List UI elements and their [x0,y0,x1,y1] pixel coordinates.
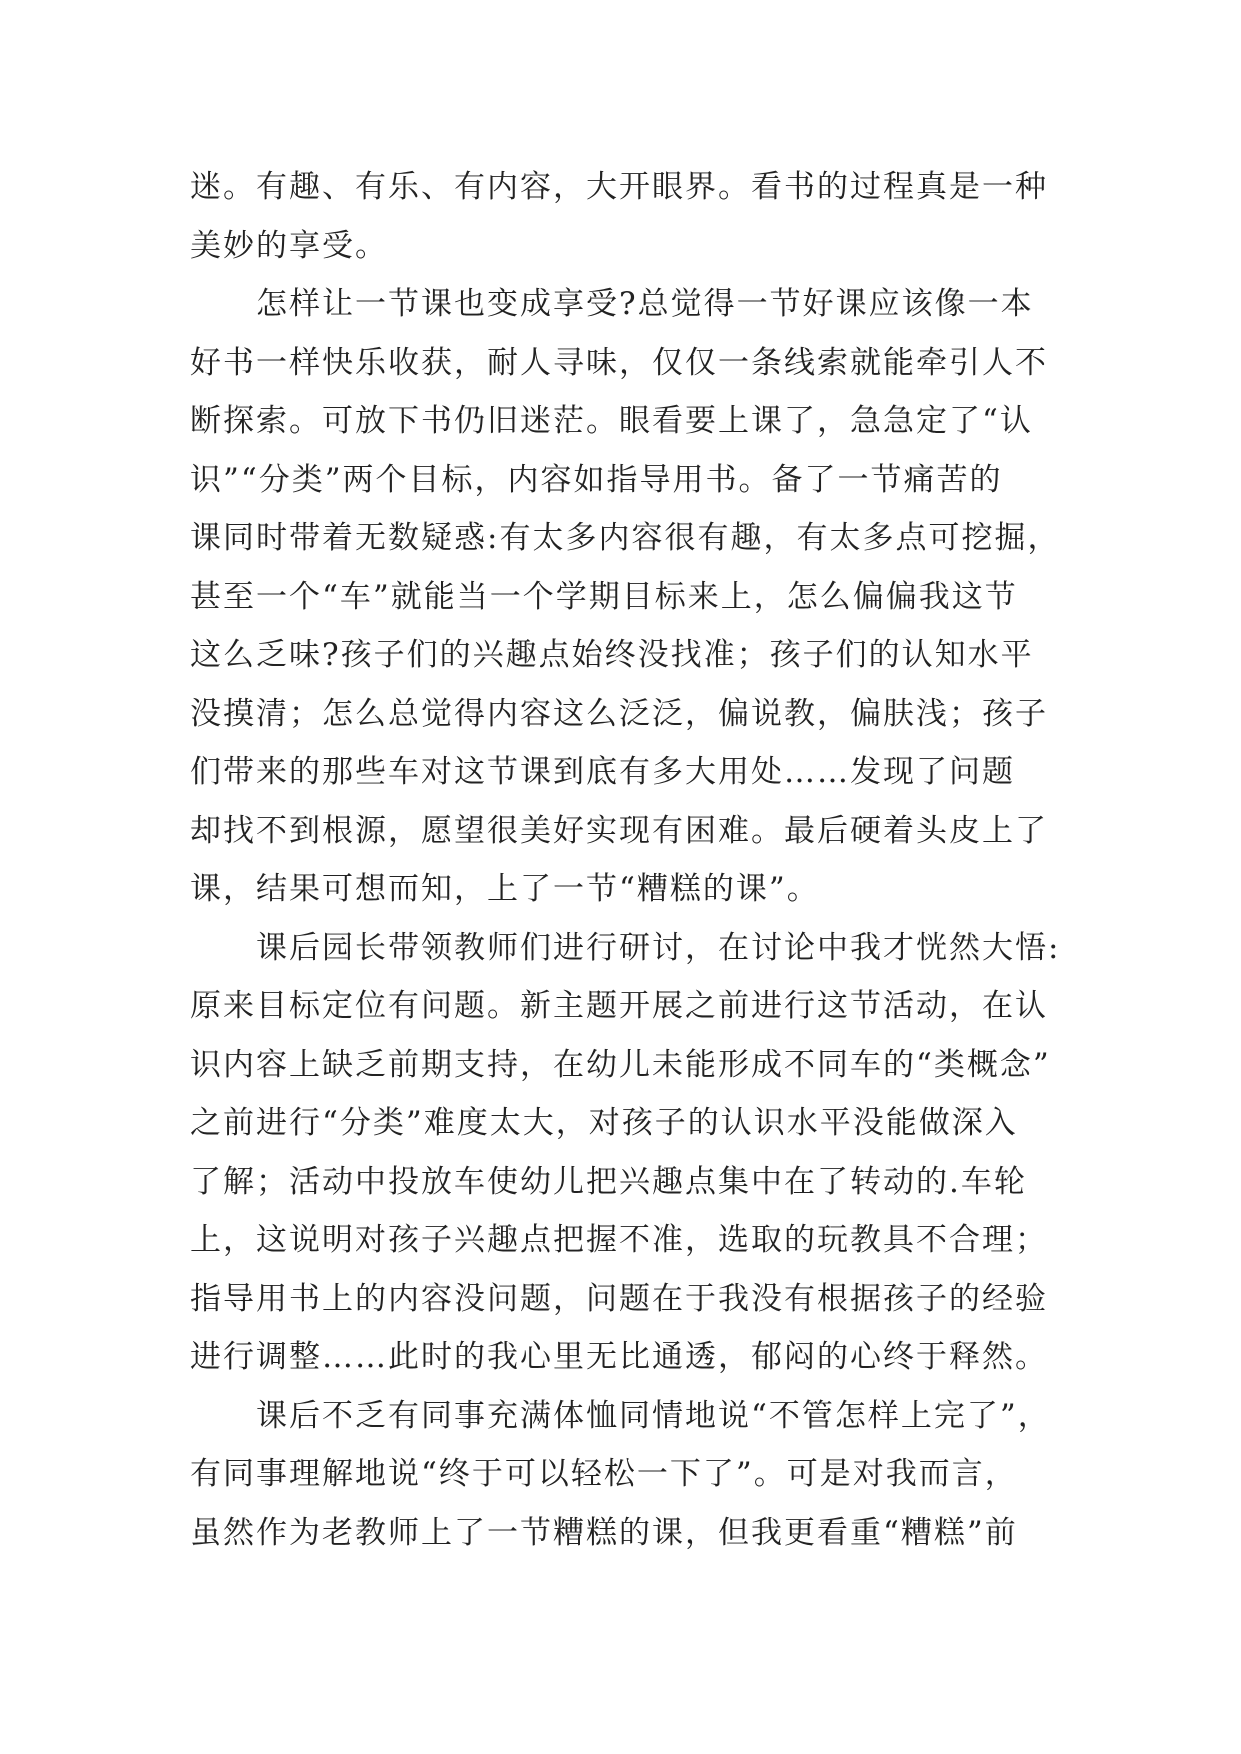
text-line: 美妙的享受。 [190,227,388,264]
text-line: 上，这说明对孩子兴趣点把握不准，选取的玩教具不合理； [190,1222,1048,1258]
text-line: 课，结果可想而知，上了一节“糟糕的课”。 [190,871,820,907]
text-line: 有同事理解地说“终于可以轻松一下了”。可是对我而言， [190,1456,1018,1492]
text-line: 识内容上缺乏前期支持，在幼儿未能形成不同车的“类概念” [190,1046,1051,1083]
document-body [190,158,1060,1562]
text-line: 这么乏味?孩子们的兴趣点始终没找准；孩子们的认知水平 [190,637,1034,673]
text-line: 怎样让一节课也变成享受?总觉得一节好课应该像一本 [190,286,1034,322]
text-line: 之前进行“分类”难度太大，对孩子的认识水平没能做深入 [190,1105,1018,1141]
text-line: 好书一样快乐收获，耐人寻味，仅仅一条线索就能牵引人不 [190,344,1048,381]
text-line: 指导用书上的内容没问题，问题在于我没有根据孩子的经验 [190,1280,1048,1317]
text-line: 课后不乏有同事充满体恤同情地说“不管怎样上完了”， [190,1397,1051,1434]
text-line: 了解；活动中投放车使幼儿把兴趣点集中在了转动的.车轮 [190,1163,1027,1200]
text-line: 们带来的那些车对这节课到底有多大用处……发现了问题 [190,754,1015,790]
text-line: 没摸清；怎么总觉得内容这么泛泛，偏说教，偏肤浅；孩子 [190,695,1048,732]
text-line: 断探索。可放下书仍旧迷茫。眼看要上课了，急急定了“认 [190,403,1033,439]
text-line: 迷。有趣、有乐、有内容，大开眼界。看书的过程真是一种 [190,169,1048,205]
text-line: 甚至一个“车”就能当一个学期目标来上，怎么偏偏我这节 [190,578,1018,615]
text-line: 课同时带着无数疑惑:有太多内容很有趣，有太多点可挖掘， [190,520,1061,556]
text-line: 课后园长带领教师们进行研讨，在讨论中我才恍然大悟: [190,929,1061,966]
text-line: 识”“分类”两个目标，内容如指导用书。备了一节痛苦的 [190,461,1003,498]
text-line: 虽然作为老教师上了一节糟糕的课，但我更看重“糟糕”前 [190,1514,1018,1551]
text-line: 进行调整……此时的我心里无比通透，郁闷的心终于释然。 [190,1339,1048,1375]
text-line: 原来目标定位有问题。新主题开展之前进行这节活动，在认 [190,988,1048,1024]
text-line: 却找不到根源，愿望很美好实现有困难。最后硬着头皮上了 [190,812,1048,849]
